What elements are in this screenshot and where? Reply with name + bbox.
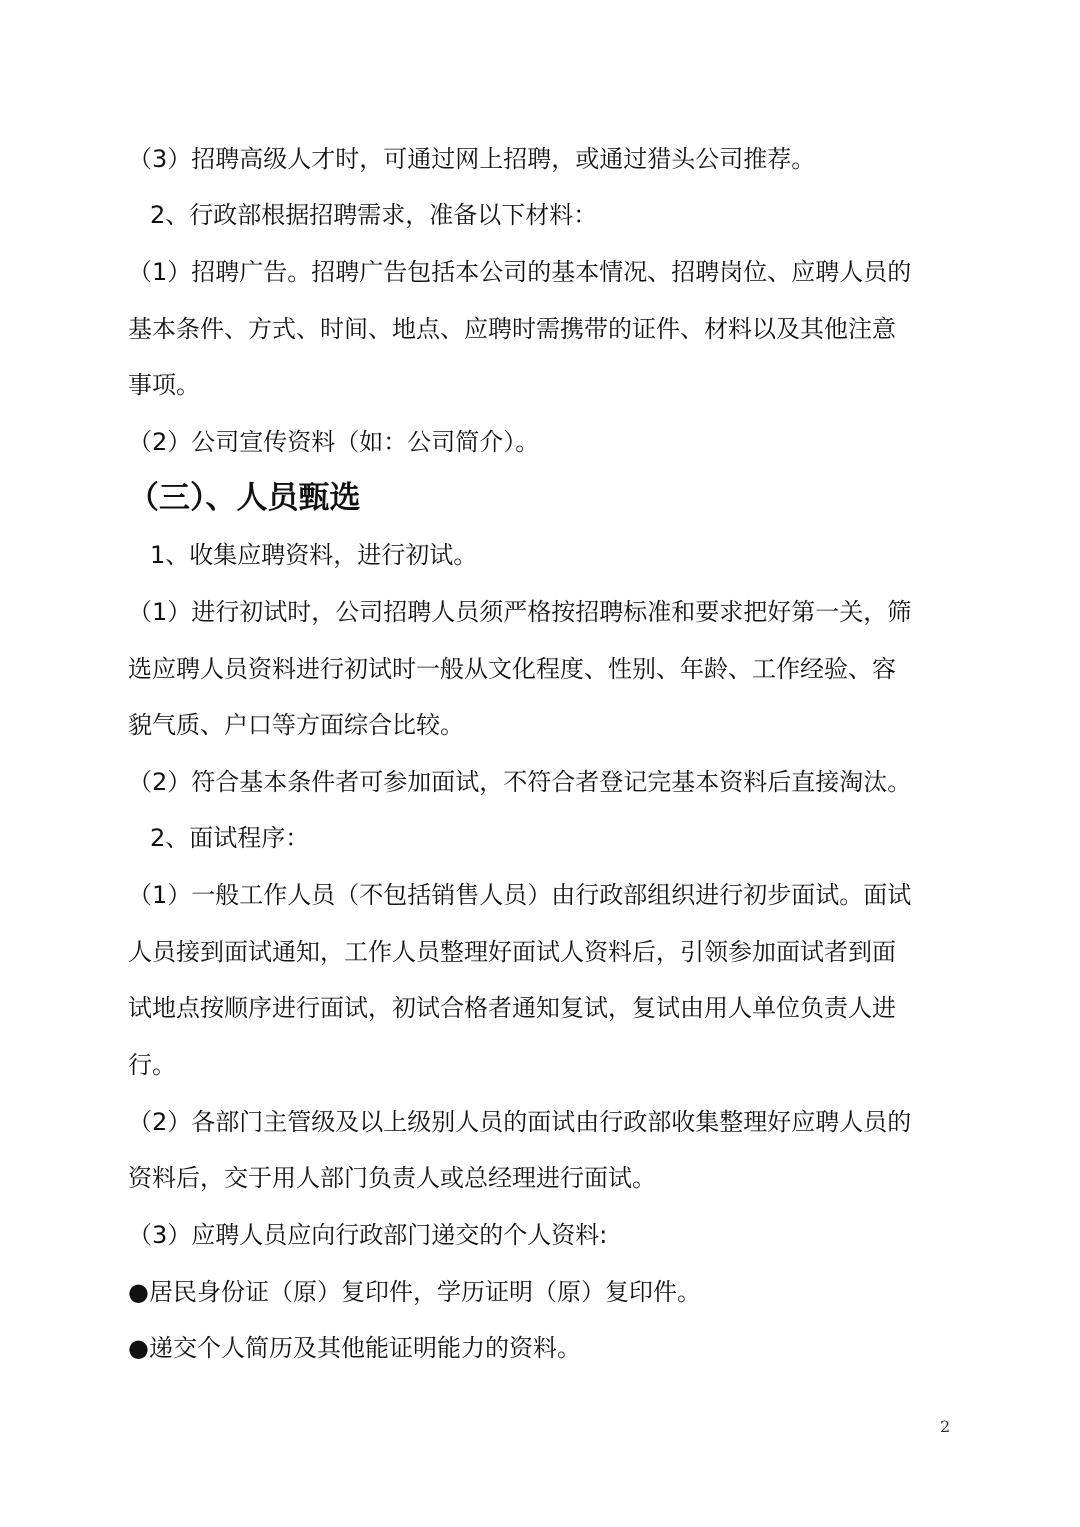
text-line: 试地点按顺序进行面试，初试合格者通知复试，复试由用人单位负责人进 [128,994,896,1022]
text-line: （1）一般工作人员（不包括销售人员）由行政部组织进行初步面试。面试 [128,881,912,909]
text-line: （2）各部门主管级及以上级别人员的面试由行政部收集整理好应聘人员的 [128,1108,912,1136]
text-line: （3）招聘高级人才时，可通过网上招聘，或通过猎头公司推荐。 [128,145,816,173]
text-line: （2）公司宣传资料（如：公司简介）。 [128,428,540,456]
text-line: 2、行政部根据招聘需求，准备以下材料： [150,201,598,229]
bullet-item: ●递交个人简历及其他能证明能力的资料。 [128,1334,581,1362]
text-line: 事项。 [128,371,200,399]
text-line: 2、面试程序： [150,824,310,852]
text-line: 人员接到面试通知，工作人员整理好面试人资料后，引领参加面试者到面 [128,938,896,966]
bullet-item: ●居民身份证（原）复印件，学历证明（原）复印件。 [128,1278,701,1306]
text-line: 资料后，交于用人部门负责人或总经理进行面试。 [128,1164,656,1192]
text-line: （1）招聘广告。招聘广告包括本公司的基本情况、招聘岗位、应聘人员的 [128,258,912,286]
text-line: 基本条件、方式、时间、地点、应聘时需携带的证件、材料以及其他注意 [128,315,896,343]
text-line: 行。 [128,1051,176,1079]
text-line: （3）应聘人员应向行政部门递交的个人资料: [128,1221,608,1249]
text-line: 貌气质、户口等方面综合比较。 [128,711,464,739]
text-line: 选应聘人员资料进行初试时一般从文化程度、性别、年龄、工作经验、容 [128,655,896,683]
page-number: 2 [940,1417,951,1436]
text-line: （2）符合基本条件者可参加面试，不符合者登记完基本资料后直接淘汰。 [128,768,912,796]
section-heading: （三）、人员甄选 [128,480,361,516]
text-line: （1）进行初试时，公司招聘人员须严格按招聘标准和要求把好第一关，筛 [128,598,912,626]
text-line: 1、收集应聘资料，进行初试。 [150,541,478,569]
